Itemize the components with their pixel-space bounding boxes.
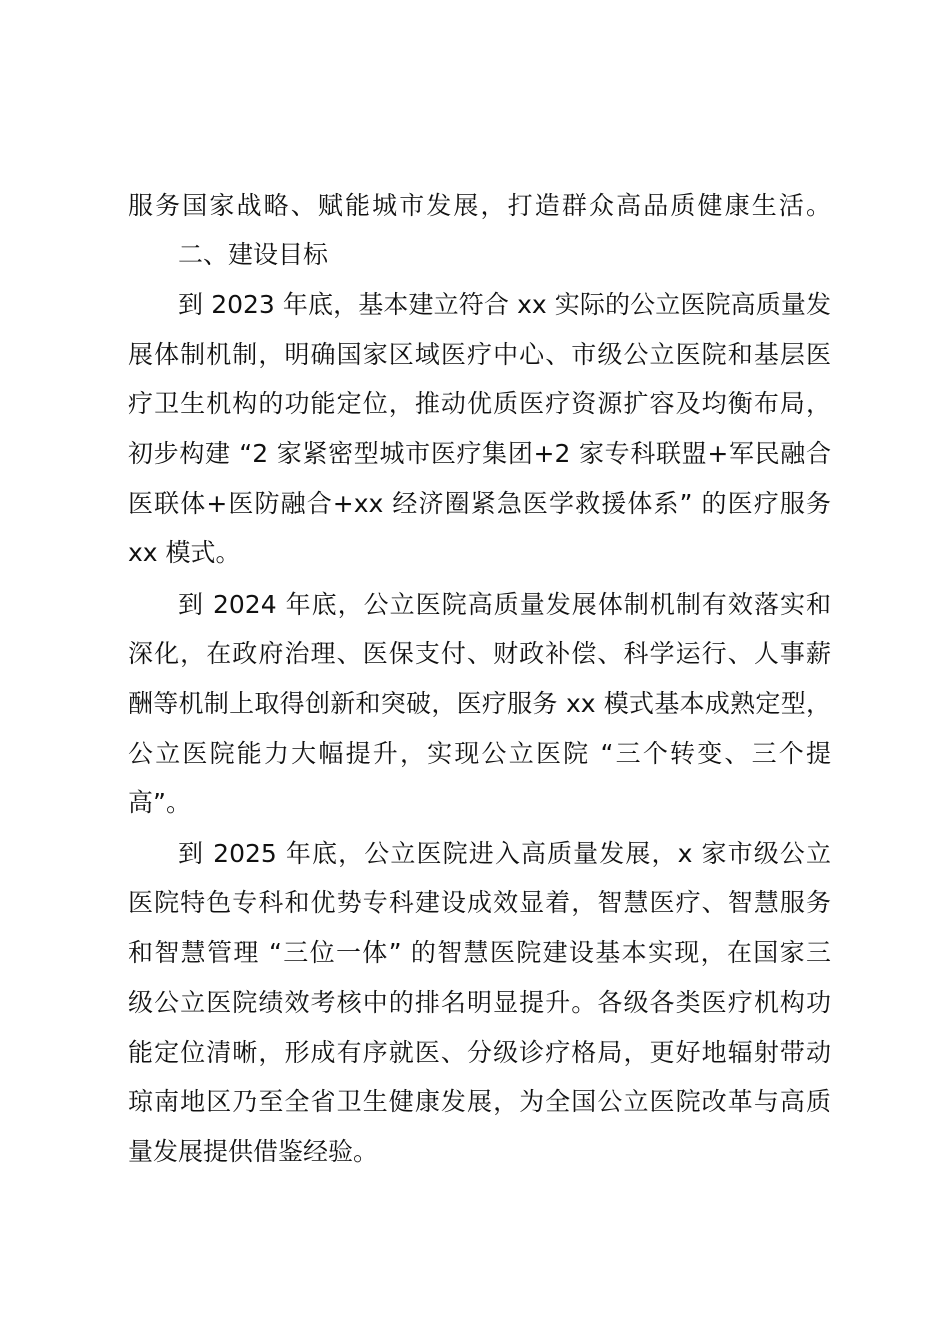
paragraph-2-line: 高”。 [128, 788, 191, 817]
paragraph-2-line: 酬等机制上取得创新和突破，医疗服务 xx 模式基本成熟定型， [128, 689, 831, 718]
paragraph-1-line: 疗卫生机构的功能定位，推动优质医疗资源扩容及均衡布局， [128, 389, 831, 418]
paragraph-2-line: 深化，在政府治理、医保支付、财政补偿、科学运行、人事薪 [128, 639, 831, 668]
text-line: 服务国家战略、赋能城市发展，打造群众高品质健康生活。 [128, 191, 831, 220]
paragraph-3-line: 医院特色专科和优势专科建设成效显着，智慧医疗、智慧服务 [128, 888, 831, 917]
paragraph-3-line-1: 到 2025 年底，公立医院进入高质量发展，x 家市级公立 [178, 839, 831, 868]
paragraph-1-line: 初步构建 “2 家紧密型城市医疗集团+2 家专科联盟+军民融合 [128, 439, 831, 468]
paragraph-2-line: 公立医院能力大幅提升，实现公立医院 “三个转变、三个提 [128, 739, 831, 768]
paragraph-1-line: xx 模式。 [128, 538, 241, 567]
paragraph-3-line: 和智慧管理 “三位一体” 的智慧医院建设基本实现，在国家三 [128, 938, 831, 967]
section-heading: 二、建设目标 [178, 240, 329, 269]
paragraph-1-line: 展体制机制，明确国家区域医疗中心、市级公立医院和基层医 [128, 340, 831, 369]
paragraph-1-line-1: 到 2023 年底，基本建立符合 xx 实际的公立医院高质量发 [178, 290, 831, 319]
paragraph-2-line-1: 到 2024 年底，公立医院高质量发展体制机制有效落实和 [178, 590, 831, 619]
paragraph-3-line: 级公立医院绩效考核中的排名明显提升。各级各类医疗机构功 [128, 988, 831, 1017]
paragraph-3-line: 量发展提供借鉴经验。 [128, 1137, 379, 1166]
paragraph-3-line: 琼南地区乃至全省卫生健康发展，为全国公立医院改革与高质 [128, 1087, 831, 1116]
paragraph-1-line: 医联体+医防融合+xx 经济圈紧急医学救援体系” 的医疗服务 [128, 489, 831, 518]
paragraph-3-line: 能定位清晰，形成有序就医、分级诊疗格局，更好地辐射带动 [128, 1038, 831, 1067]
